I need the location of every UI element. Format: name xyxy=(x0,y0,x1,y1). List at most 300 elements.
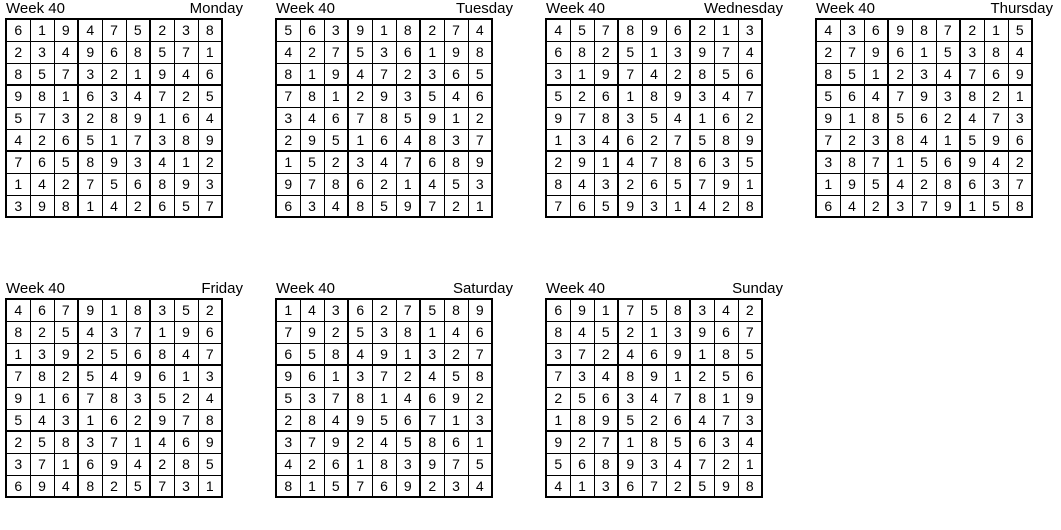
grid-cell: 9 xyxy=(618,453,642,475)
grid-cell: 7 xyxy=(984,107,1008,129)
grid-row xyxy=(6,321,222,343)
grid-cell: 4 xyxy=(714,85,738,107)
grid-cell: 4 xyxy=(198,107,222,129)
grid-cell: 9 xyxy=(348,409,372,431)
grid-cell: 4 xyxy=(102,365,126,387)
grid-cell: 1 xyxy=(546,409,570,431)
grid-cell: 3 xyxy=(78,431,102,453)
grid-cell: 6 xyxy=(738,63,762,85)
grid-cell: 5 xyxy=(300,343,324,365)
grid-cell: 2 xyxy=(324,151,348,173)
grid-cell: 2 xyxy=(324,321,348,343)
grid-cell: 9 xyxy=(570,299,594,321)
grid-cell: 5 xyxy=(78,129,102,151)
grid-cell: 2 xyxy=(618,173,642,195)
grid-cell: 5 xyxy=(864,173,888,195)
grid-cell: 1 xyxy=(372,387,396,409)
grid-cell: 3 xyxy=(816,151,840,173)
grid-cell: 9 xyxy=(276,173,300,195)
grid-cell: 8 xyxy=(78,151,102,173)
grid-cell: 1 xyxy=(864,63,888,85)
grid-cell: 1 xyxy=(816,173,840,195)
grid-cell: 3 xyxy=(984,173,1008,195)
grid-cell: 5 xyxy=(546,85,570,107)
grid-cell: 9 xyxy=(594,409,618,431)
grid-cell: 2 xyxy=(78,343,102,365)
grid-cell: 3 xyxy=(324,19,348,41)
grid-cell: 2 xyxy=(54,365,78,387)
grid-cell: 2 xyxy=(984,85,1008,107)
grid-cell: 8 xyxy=(642,85,666,107)
grid-cell: 3 xyxy=(960,41,984,63)
grid-cell: 1 xyxy=(372,19,396,41)
grid-cell: 9 xyxy=(546,431,570,453)
grid-cell: 7 xyxy=(300,173,324,195)
grid-cell: 4 xyxy=(594,129,618,151)
grid-cell: 4 xyxy=(348,63,372,85)
grid-cell: 2 xyxy=(6,431,30,453)
grid-cell: 3 xyxy=(126,387,150,409)
grid-cell: 1 xyxy=(1008,85,1032,107)
grid-cell: 1 xyxy=(300,475,324,497)
grid-cell: 2 xyxy=(642,409,666,431)
grid-cell: 3 xyxy=(372,41,396,63)
grid-cell: 5 xyxy=(960,129,984,151)
grid-cell: 9 xyxy=(372,85,396,107)
grid-cell: 3 xyxy=(150,129,174,151)
grid-cell: 3 xyxy=(198,365,222,387)
grid-cell: 8 xyxy=(396,19,420,41)
grid-cell: 8 xyxy=(468,41,492,63)
grid-cell: 9 xyxy=(174,173,198,195)
grid-cell: 2 xyxy=(960,19,984,41)
grid-row xyxy=(546,85,762,107)
grid-cell: 4 xyxy=(570,321,594,343)
grid-cell: 8 xyxy=(102,387,126,409)
grid-cell: 5 xyxy=(396,107,420,129)
grid-cell: 4 xyxy=(324,195,348,217)
grid-cell: 4 xyxy=(6,129,30,151)
grid-row xyxy=(546,173,762,195)
grid-row xyxy=(276,431,492,453)
grid-cell: 9 xyxy=(714,173,738,195)
sudoku-grid xyxy=(545,298,763,498)
grid-cell: 1 xyxy=(714,19,738,41)
grid-cell: 3 xyxy=(642,453,666,475)
grid-cell: 4 xyxy=(30,409,54,431)
grid-cell: 5 xyxy=(150,41,174,63)
grid-cell: 5 xyxy=(468,63,492,85)
grid-cell: 1 xyxy=(468,195,492,217)
grid-cell: 8 xyxy=(840,151,864,173)
grid-cell: 2 xyxy=(546,151,570,173)
grid-cell: 7 xyxy=(372,365,396,387)
grid-row xyxy=(546,151,762,173)
grid-row xyxy=(816,41,1032,63)
grid-cell: 9 xyxy=(372,343,396,365)
grid-cell: 7 xyxy=(666,129,690,151)
grid-cell: 7 xyxy=(468,129,492,151)
grid-cell: 5 xyxy=(816,85,840,107)
grid-cell: 6 xyxy=(174,431,198,453)
grid-cell: 7 xyxy=(420,195,444,217)
grid-cell: 1 xyxy=(642,41,666,63)
grid-cell: 2 xyxy=(198,151,222,173)
grid-cell: 1 xyxy=(618,85,642,107)
grid-cell: 3 xyxy=(396,85,420,107)
grid-cell: 6 xyxy=(444,431,468,453)
grid-cell: 6 xyxy=(6,19,30,41)
grid-cell: 7 xyxy=(30,453,54,475)
grid-cell: 7 xyxy=(570,343,594,365)
grid-cell: 6 xyxy=(198,63,222,85)
grid-cell: 2 xyxy=(1008,151,1032,173)
grid-cell: 8 xyxy=(444,299,468,321)
grid-cell: 3 xyxy=(618,387,642,409)
grid-cell: 9 xyxy=(690,41,714,63)
grid-cell: 8 xyxy=(546,321,570,343)
grid-cell: 4 xyxy=(150,431,174,453)
grid-cell: 7 xyxy=(468,343,492,365)
grid-cell: 4 xyxy=(174,63,198,85)
grid-cell: 6 xyxy=(276,343,300,365)
grid-cell: 3 xyxy=(594,173,618,195)
grid-cell: 8 xyxy=(618,365,642,387)
grid-cell: 7 xyxy=(642,475,666,497)
grid-cell: 1 xyxy=(348,129,372,151)
grid-cell: 7 xyxy=(666,387,690,409)
grid-cell: 8 xyxy=(150,343,174,365)
grid-cell: 9 xyxy=(150,409,174,431)
grid-cell: 3 xyxy=(174,475,198,497)
grid-cell: 1 xyxy=(936,129,960,151)
week-label: Week 40 xyxy=(816,0,875,17)
grid-cell: 6 xyxy=(936,151,960,173)
grid-cell: 2 xyxy=(666,63,690,85)
grid-cell: 2 xyxy=(198,299,222,321)
grid-cell: 8 xyxy=(54,195,78,217)
grid-row xyxy=(816,129,1032,151)
grid-cell: 3 xyxy=(300,387,324,409)
grid-cell: 6 xyxy=(468,85,492,107)
grid-cell: 4 xyxy=(468,475,492,497)
grid-cell: 4 xyxy=(960,107,984,129)
grid-cell: 3 xyxy=(642,195,666,217)
grid-cell: 2 xyxy=(372,173,396,195)
grid-cell: 1 xyxy=(618,431,642,453)
grid-cell: 7 xyxy=(738,85,762,107)
grid-cell: 5 xyxy=(690,129,714,151)
grid-cell: 2 xyxy=(300,41,324,63)
grid-cell: 6 xyxy=(1008,129,1032,151)
grid-cell: 6 xyxy=(30,299,54,321)
grid-row xyxy=(6,365,222,387)
grid-cell: 2 xyxy=(102,63,126,85)
sudoku-grid xyxy=(815,18,1033,218)
grid-cell: 5 xyxy=(420,85,444,107)
grid-cell: 5 xyxy=(984,195,1008,217)
grid-row xyxy=(546,409,762,431)
grid-cell: 8 xyxy=(618,19,642,41)
grid-cell: 8 xyxy=(6,63,30,85)
grid-cell: 8 xyxy=(348,387,372,409)
grid-cell: 7 xyxy=(324,387,348,409)
grid-cell: 2 xyxy=(840,129,864,151)
grid-cell: 6 xyxy=(300,19,324,41)
grid-cell: 5 xyxy=(126,19,150,41)
sudoku-grid xyxy=(275,18,493,218)
grid-cell: 7 xyxy=(570,107,594,129)
grid-cell: 6 xyxy=(396,41,420,63)
grid-cell: 4 xyxy=(174,343,198,365)
grid-cell: 9 xyxy=(54,19,78,41)
grid-cell: 5 xyxy=(324,475,348,497)
grid-cell: 1 xyxy=(150,107,174,129)
grid-cell: 1 xyxy=(594,151,618,173)
grid-cell: 9 xyxy=(960,151,984,173)
grid-cell: 3 xyxy=(618,107,642,129)
grid-cell: 6 xyxy=(690,151,714,173)
grid-cell: 5 xyxy=(150,387,174,409)
puzzle-header xyxy=(815,0,1060,18)
grid-cell: 4 xyxy=(300,107,324,129)
grid-cell: 5 xyxy=(570,19,594,41)
grid-cell: 4 xyxy=(276,41,300,63)
grid-cell: 3 xyxy=(570,129,594,151)
grid-cell: 8 xyxy=(396,321,420,343)
grid-cell: 6 xyxy=(300,365,324,387)
grid-cell: 2 xyxy=(126,409,150,431)
grid-cell: 9 xyxy=(174,321,198,343)
grid-cell: 3 xyxy=(30,343,54,365)
grid-cell: 1 xyxy=(666,365,690,387)
grid-cell: 3 xyxy=(198,173,222,195)
grid-row xyxy=(276,63,492,85)
grid-cell: 7 xyxy=(78,173,102,195)
grid-cell: 5 xyxy=(6,409,30,431)
grid-row xyxy=(546,365,762,387)
grid-cell: 3 xyxy=(324,299,348,321)
grid-row xyxy=(276,453,492,475)
grid-cell: 8 xyxy=(570,41,594,63)
grid-cell: 3 xyxy=(54,409,78,431)
grid-cell: 9 xyxy=(738,387,762,409)
grid-cell: 9 xyxy=(30,195,54,217)
grid-row xyxy=(6,85,222,107)
grid-cell: 4 xyxy=(666,107,690,129)
grid-cell: 1 xyxy=(570,63,594,85)
sudoku-grid xyxy=(275,298,493,498)
grid-cell: 1 xyxy=(420,41,444,63)
grid-cell: 6 xyxy=(102,41,126,63)
grid-cell: 7 xyxy=(714,41,738,63)
grid-cell: 8 xyxy=(444,151,468,173)
grid-cell: 1 xyxy=(666,195,690,217)
grid-cell: 5 xyxy=(54,321,78,343)
grid-cell: 7 xyxy=(174,41,198,63)
grid-cell: 3 xyxy=(690,85,714,107)
grid-cell: 3 xyxy=(936,85,960,107)
grid-cell: 3 xyxy=(546,343,570,365)
grid-cell: 2 xyxy=(54,173,78,195)
grid-cell: 1 xyxy=(30,19,54,41)
grid-cell: 2 xyxy=(666,475,690,497)
grid-cell: 3 xyxy=(348,151,372,173)
grid-cell: 1 xyxy=(960,195,984,217)
grid-cell: 7 xyxy=(618,299,642,321)
grid-cell: 2 xyxy=(102,475,126,497)
grid-cell: 4 xyxy=(912,129,936,151)
grid-cell: 5 xyxy=(348,321,372,343)
grid-cell: 9 xyxy=(102,151,126,173)
grid-cell: 1 xyxy=(348,453,372,475)
grid-row xyxy=(6,151,222,173)
grid-cell: 5 xyxy=(690,475,714,497)
grid-cell: 3 xyxy=(54,107,78,129)
grid-cell: 7 xyxy=(276,321,300,343)
grid-cell: 5 xyxy=(372,195,396,217)
grid-cell: 9 xyxy=(666,85,690,107)
grid-cell: 5 xyxy=(348,41,372,63)
grid-cell: 1 xyxy=(126,431,150,453)
grid-cell: 1 xyxy=(690,107,714,129)
grid-cell: 5 xyxy=(642,299,666,321)
grid-row xyxy=(276,85,492,107)
grid-cell: 2 xyxy=(78,107,102,129)
grid-cell: 1 xyxy=(150,321,174,343)
grid-cell: 4 xyxy=(690,195,714,217)
grid-cell: 4 xyxy=(738,41,762,63)
grid-row xyxy=(6,41,222,63)
grid-cell: 8 xyxy=(54,431,78,453)
grid-cell: 8 xyxy=(936,173,960,195)
grid-cell: 3 xyxy=(102,321,126,343)
grid-cell: 8 xyxy=(420,129,444,151)
grid-cell: 8 xyxy=(150,173,174,195)
grid-cell: 8 xyxy=(126,41,150,63)
grid-cell: 1 xyxy=(888,151,912,173)
grid-cell: 6 xyxy=(570,195,594,217)
grid-cell: 9 xyxy=(150,63,174,85)
grid-row xyxy=(6,431,222,453)
grid-cell: 5 xyxy=(54,151,78,173)
grid-cell: 3 xyxy=(102,85,126,107)
grid-cell: 2 xyxy=(276,409,300,431)
grid-cell: 4 xyxy=(78,321,102,343)
grid-row xyxy=(276,321,492,343)
grid-cell: 1 xyxy=(78,409,102,431)
grid-cell: 7 xyxy=(738,321,762,343)
puzzle-header xyxy=(275,280,520,298)
grid-cell: 2 xyxy=(912,173,936,195)
grid-cell: 5 xyxy=(594,195,618,217)
puzzle-header xyxy=(5,280,250,298)
grid-cell: 6 xyxy=(78,85,102,107)
grid-cell: 5 xyxy=(420,299,444,321)
grid-row xyxy=(276,129,492,151)
grid-cell: 4 xyxy=(54,41,78,63)
grid-cell: 5 xyxy=(936,41,960,63)
grid-cell: 5 xyxy=(6,107,30,129)
grid-cell: 1 xyxy=(324,365,348,387)
sudoku-puzzle-saturday xyxy=(275,280,520,498)
grid-cell: 8 xyxy=(372,453,396,475)
grid-cell: 9 xyxy=(984,129,1008,151)
grid-cell: 1 xyxy=(468,431,492,453)
grid-cell: 6 xyxy=(888,41,912,63)
grid-cell: 2 xyxy=(420,19,444,41)
grid-cell: 1 xyxy=(396,343,420,365)
grid-cell: 3 xyxy=(444,475,468,497)
grid-cell: 6 xyxy=(912,107,936,129)
grid-cell: 6 xyxy=(150,195,174,217)
grid-cell: 7 xyxy=(546,195,570,217)
grid-cell: 5 xyxy=(126,475,150,497)
grid-cell: 7 xyxy=(690,173,714,195)
grid-cell: 4 xyxy=(150,151,174,173)
grid-cell: 9 xyxy=(816,107,840,129)
grid-cell: 4 xyxy=(618,343,642,365)
grid-cell: 3 xyxy=(6,453,30,475)
grid-cell: 5 xyxy=(714,365,738,387)
grid-row xyxy=(816,19,1032,41)
grid-row xyxy=(546,41,762,63)
grid-cell: 6 xyxy=(6,475,30,497)
grid-row xyxy=(546,63,762,85)
grid-cell: 8 xyxy=(864,107,888,129)
grid-cell: 3 xyxy=(1008,107,1032,129)
grid-cell: 9 xyxy=(468,151,492,173)
grid-cell: 2 xyxy=(300,453,324,475)
grid-cell: 2 xyxy=(150,453,174,475)
grid-cell: 7 xyxy=(1008,173,1032,195)
grid-cell: 3 xyxy=(888,195,912,217)
grid-cell: 1 xyxy=(690,343,714,365)
puzzle-header xyxy=(545,280,790,298)
grid-cell: 2 xyxy=(444,343,468,365)
grid-cell: 6 xyxy=(618,475,642,497)
grid-cell: 9 xyxy=(348,19,372,41)
grid-cell: 9 xyxy=(1008,63,1032,85)
grid-cell: 9 xyxy=(300,129,324,151)
grid-cell: 8 xyxy=(960,85,984,107)
puzzle-header xyxy=(275,0,520,18)
grid-cell: 5 xyxy=(618,409,642,431)
grid-cell: 9 xyxy=(714,475,738,497)
sudoku-puzzle-wednesday xyxy=(545,0,790,218)
grid-cell: 4 xyxy=(348,343,372,365)
grid-cell: 4 xyxy=(396,387,420,409)
grid-cell: 5 xyxy=(570,387,594,409)
grid-cell: 2 xyxy=(150,19,174,41)
grid-row xyxy=(276,343,492,365)
grid-cell: 7 xyxy=(594,431,618,453)
grid-row xyxy=(546,195,762,217)
grid-cell: 4 xyxy=(324,409,348,431)
grid-cell: 8 xyxy=(276,475,300,497)
grid-cell: 4 xyxy=(714,299,738,321)
grid-cell: 3 xyxy=(30,41,54,63)
grid-cell: 6 xyxy=(714,107,738,129)
grid-cell: 9 xyxy=(690,321,714,343)
grid-cell: 5 xyxy=(276,387,300,409)
grid-row xyxy=(276,151,492,173)
puzzle-header xyxy=(5,0,250,18)
grid-cell: 4 xyxy=(984,151,1008,173)
grid-cell: 3 xyxy=(738,409,762,431)
grid-row xyxy=(6,299,222,321)
grid-cell: 6 xyxy=(738,365,762,387)
